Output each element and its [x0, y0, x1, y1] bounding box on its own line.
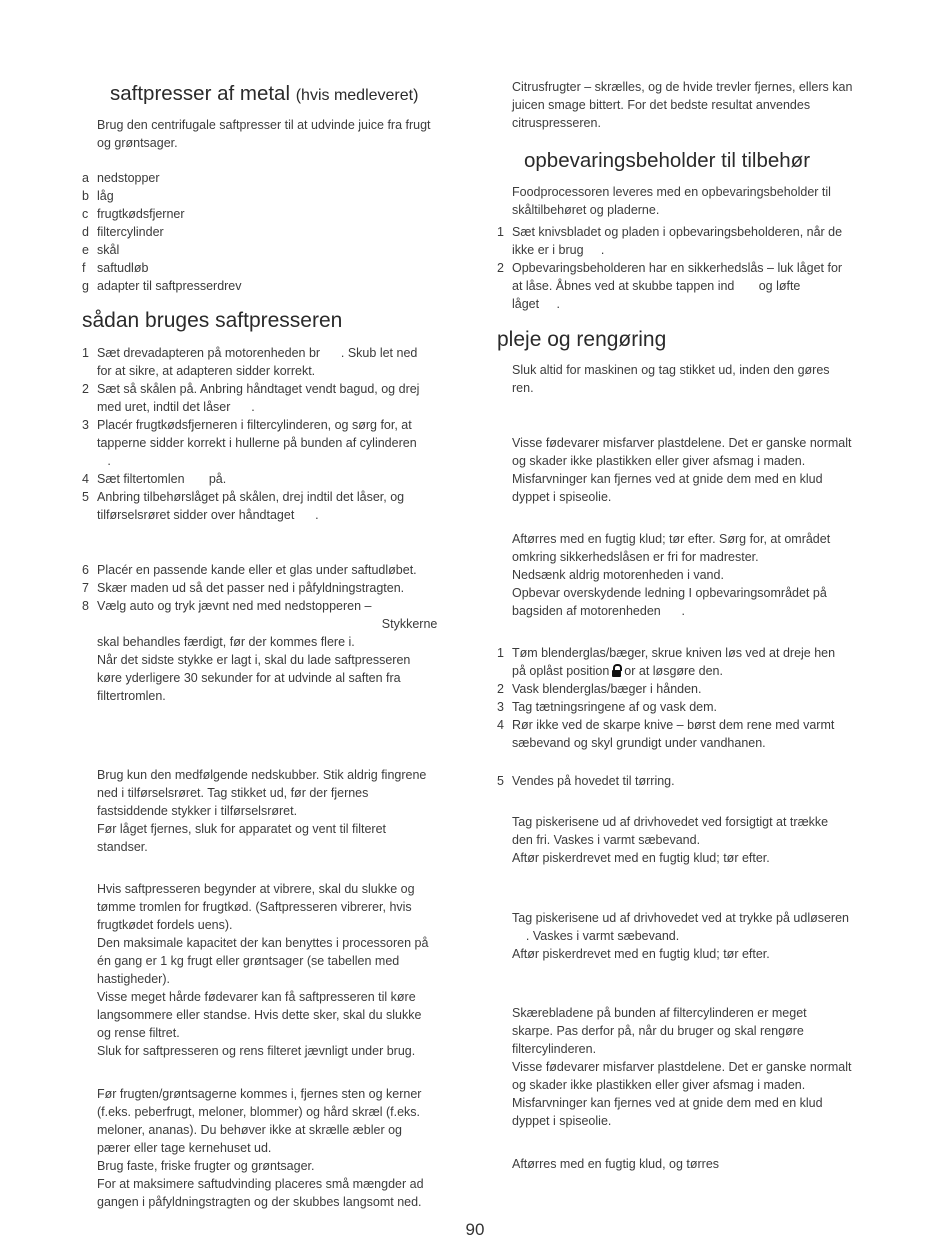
- step-number: 1: [497, 225, 504, 239]
- item-text: adapter til saftpresserdrev: [97, 279, 242, 293]
- item-key: c: [82, 207, 89, 221]
- section-title-metal-juicer: [110, 81, 418, 109]
- step-number: 7: [82, 581, 89, 595]
- important-paragraph: Hvis saftpresseren begynder at vibrere, skal du slukke og tømme tromlen for frugtkød. (Saftpresseren vibrerer, hvis frugtkødet fordels uens). Den maksimale kapacitet der kan benyttes i processoren på én gang er 1 kg frugt eller grøntsager (se tabellen med hastigheder). Visse meget hårde fødevarer kan få saftpresseren til køre langsommere eller standse. Hvis dette sker, skal du slukke og rense filtret. Sluk for saftpresseren og rens filteret jævnligt under brug.: [97, 882, 429, 1058]
- section-heading-storage: opbevaringsbeholder til tilbehør: [524, 149, 811, 172]
- step-number: 1: [82, 346, 89, 360]
- step-number: 5: [497, 774, 504, 788]
- step-number: 3: [82, 418, 89, 432]
- safety-paragraph: Brug kun den medfølgende nedskubber. Stik aldrig fingrene ned i tilførselsrøret. Tag stikket ud, før der fjernes fastsiddende stykker i tilførselsrøret. Før låget fjernes, sluk for apparatet og vent til filteret standser.: [97, 768, 427, 854]
- juicer-care-paragraph: Skærebladene på bunden af filtercylinderen er meget skarpe. Pas derfor på, når du bruger og skal rengøre filtercylinderen. Visse fødevarer misfarver plastdelene. Det er ganske normalt og skader ikke plastikken eller giver afsmag i maden. Misfarvninger kan fjernes ved at gnide dem med en klud dyppet i spiseolie.: [512, 1006, 852, 1128]
- motor-paragraph: Aftørres med en fugtig klud; tør efter. Sørg for, at området omkring sikkerhedslåsen er fri for madrester. Nedsænk aldrig motorenheden i vand. Opbevar overskydende ledning I opbevaringsområdet på bagsiden af motorenheden .: [512, 532, 831, 618]
- step-text: Anbring tilbehørslåget på skålen, drej indtil det låser, og tilførselsrøret sidder over håndtaget .: [97, 490, 405, 522]
- step-text: Rør ikke ved de skarpe knive – børst dem rene med varmt sæbevand og skyl grundigt under vandhanen.: [512, 718, 835, 750]
- step-text: Vendes på hovedet til tørring.: [512, 774, 675, 788]
- step-number: 3: [497, 700, 504, 714]
- step-number: 2: [82, 382, 89, 396]
- item-key: a: [82, 171, 89, 185]
- step-number: 4: [497, 718, 504, 732]
- step-number: 4: [82, 472, 89, 486]
- care-intro: Sluk altid for maskinen og tag stikket ud, inden den gøres ren.: [512, 363, 830, 395]
- hints-paragraph: Før frugten/grøntsagerne kommes i, fjernes sten og kerner (f.eks. peberfrugt, meloner, blommer) og hård skræl (f.eks. meloner, ananas). Du behøver ikke at skrælle æbler og pærer eller tage kernehuset ud. Brug faste, friske frugter og grøntsager. For at maksimere saftudvinding placeres små mængder ad gangen i påfyldningstragten og der skubbes langsomt ned.: [97, 1087, 424, 1209]
- title-text: saftpresser af metal: [110, 82, 291, 105]
- step-text: Vælg auto og tryk jævnt ned med nedstopperen – Stykkerne skal behandles færdigt, før der kommes flere i. Når det sidste stykke er lagt i, skal du lade saftpresseren køre yderligere 30 sekunder for at udvinde al saften fra filtertromlen.: [97, 599, 438, 703]
- step-line: or at løsgøre den.: [624, 664, 723, 678]
- step-text: Placér frugtkødsfjerneren i filtercylinderen, og sørg for, at tapperne sidder korrekt i hullerne på bunden af cylinderen .: [97, 418, 417, 468]
- whisk-paragraph-2: Tag piskerisene ud af drivhovedet ved at trykke på udløseren . Vaskes i varmt sæbevand. Aftør piskerdrevet med en fugtig klud; tør efter.: [512, 911, 849, 961]
- step-line: Tøm blenderglas/bæger, skrue kniven løs ved at dreje hen: [512, 646, 836, 660]
- item-text: nedstopper: [97, 171, 160, 185]
- item-key: d: [82, 225, 89, 239]
- last-paragraph: Aftørres med en fugtig klud, og tørres: [512, 1157, 720, 1171]
- section-heading-usage: sådan bruges saftpresseren: [82, 309, 343, 332]
- step-number: 1: [497, 646, 504, 660]
- title-note: (hvis medleveret): [295, 87, 419, 104]
- item-text: saftudløb: [97, 261, 149, 275]
- step-text: Placér en passende kande eller et glas under saftudløbet.: [97, 563, 417, 577]
- step-number: 5: [82, 490, 89, 504]
- step-line: på oplåst position: [512, 664, 610, 678]
- item-key: e: [82, 243, 89, 257]
- item-text: låg: [97, 189, 114, 203]
- step-text: Sæt knivsbladet og pladen i opbevaringsbeholderen, når de ikke er i brug .: [512, 225, 843, 257]
- item-key: b: [82, 189, 89, 203]
- step-text: Sæt så skålen på. Anbring håndtaget vendt bagud, og drej med uret, indtil det låser .: [97, 382, 420, 414]
- item-text: filtercylinder: [97, 225, 164, 239]
- item-key: g: [82, 279, 89, 293]
- step-number: 2: [497, 682, 504, 696]
- item-text: frugtkødsfjerner: [97, 207, 185, 221]
- whisk-paragraph-1: Tag piskerisene ud af drivhovedet ved forsigtigt at trække den fri. Vaskes i varmt sæbevand. Aftør piskerdrevet med en fugtig klud; tør efter.: [512, 815, 829, 865]
- step-text: Opbevaringsbeholderen har en sikkerhedslås – luk låget for at låse. Åbnes ved at skubbe tappen ind og løfte låget .: [512, 261, 843, 311]
- step-number: 6: [82, 563, 89, 577]
- page-number: 90: [465, 1220, 485, 1239]
- step-number: 2: [497, 261, 504, 275]
- item-key: f: [82, 261, 86, 275]
- step-text: Tag tætningsringene af og vask dem.: [512, 700, 717, 714]
- storage-intro: Foodprocessoren leveres med en opbevaringsbeholder til skåltilbehøret og pladerne.: [512, 185, 831, 217]
- section-heading-care: pleje og rengøring: [497, 328, 667, 351]
- discolour-paragraph: Visse fødevarer misfarver plastdelene. Det er ganske normalt og skader ikke plastikken eller giver afsmag i maden. Misfarvninger kan fjernes ved at gnide dem med en klud dyppet i spiseolie.: [512, 436, 852, 504]
- step-number: 8: [82, 599, 89, 613]
- step-text: Skær maden ud så det passer ned i påfyldningstragten.: [97, 581, 405, 595]
- step-text: [512, 644, 835, 680]
- step-text: Sæt filtertomlen på.: [97, 472, 227, 486]
- intro-paragraph: Brug den centrifugale saftpresser til at udvinde juice fra frugt og grøntsager.: [97, 118, 431, 150]
- citrus-paragraph: Citrusfrugter – skrælles, og de hvide trevler fjernes, ellers kan juicen smage bittert. For det bedste resultat anvendes citruspresseren.: [512, 80, 853, 130]
- item-text: skål: [97, 243, 120, 257]
- step-text: Vask blenderglas/bæger i hånden.: [512, 682, 702, 696]
- unlock-icon: [612, 664, 621, 677]
- step-text: Sæt drevadapteren på motorenheden br . Skub let ned for at sikre, at adapteren sidder korrekt.: [97, 346, 418, 378]
